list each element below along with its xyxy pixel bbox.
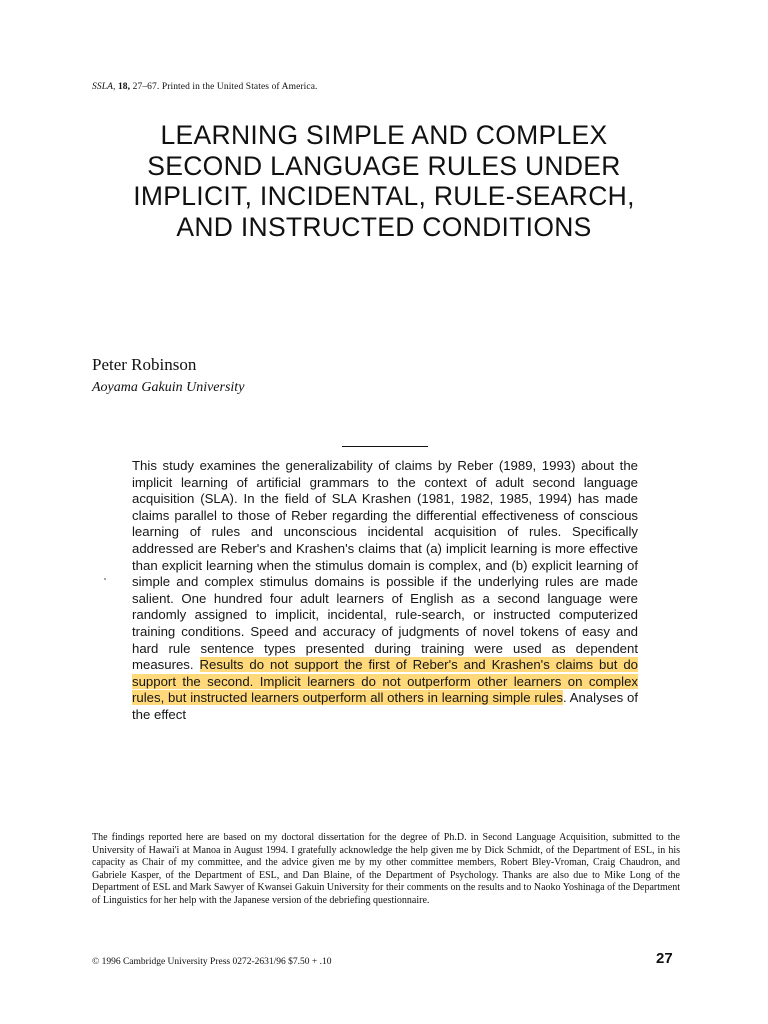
abstract-text: This study examines the generalizability of claims by Reber (1989, 1993) about the implicit learning of artificial grammars to the context of adult second language acquisition (SLA). In the field of SLA Krashen (1981, 1982, 1985, 1994) has made claims parallel to those of Reber regarding the differential effectiveness of conscious learning of rules and unconscious incidental acquisition of rules. Specifically addressed are Reber's and Krashen's claims that (a) implicit learning is more effective than explicit learning when the stimulus domain is complex, and (b) explicit learning of simple and complex stimulus domains is possible if the underlying rules are made salient. One hundred four adult learners of English as a second language were randomly assigned to implicit, incidental, rule-search, or instructed computerized training conditions. Speed and accuracy of judgments of novel tokens of easy and hard rule sentence types presented during training were used as dependent measures. bbox=[132, 458, 638, 673]
journal-details: 27–67. Printed in the United States of America. bbox=[130, 82, 318, 92]
abstract-divider bbox=[342, 446, 428, 447]
acknowledgment-footnote: The findings reported here are based on my doctoral dissertation for the degree of Ph.D. in Second Language Acquisition, submitted to the University of Hawai'i at Manoa in August 1994. I gratefully acknowledge the help given me by Dick Schmidt, of the Department of ESL, in his capacity as Chair of my committee, and the advice given me by my other committee members, Robert Bley-Vroman, Craig Chaudron, and Gabriele Kasper, of the Department of ESL, and Dan Blaine, of the Department of Psychology. Thanks are also due to Mike Long of the Department of ESL and Mark Sawyer of Kwansei Gakuin University for their comments on the results and to Naoko Yoshinaga of the Department of Linguistics for her help with the Japanese version of the debriefing questionnaire. bbox=[92, 832, 680, 906]
journal-abbreviation: SSLA, bbox=[92, 82, 116, 92]
article-title: LEARNING SIMPLE AND COMPLEX SECOND LANGUAGE RULES UNDER IMPLICIT, INCIDENTAL, RULE-SEARCH, AND INSTRUCTED CONDITIONS bbox=[133, 120, 635, 242]
journal-volume: 18, bbox=[117, 82, 131, 92]
journal-citation bbox=[92, 82, 318, 92]
scan-speck bbox=[104, 578, 106, 580]
abstract bbox=[132, 458, 638, 724]
copyright-line: © 1996 Cambridge University Press 0272-2631/96 $7.50 + .10 bbox=[92, 957, 332, 967]
author-name: Peter Robinson bbox=[92, 355, 197, 374]
author-affiliation: Aoyama Gakuin University bbox=[92, 380, 245, 395]
page-number: 27 bbox=[656, 950, 673, 967]
abstract-text-end: . Analyses of the effect bbox=[132, 690, 638, 722]
abstract-highlight: Results do not support the first of Reber's and Krashen's claims but do support the second. Implicit learners do not outperform other learners on complex rules, but instructed learners outperform all others in learning simple rules bbox=[132, 657, 638, 706]
